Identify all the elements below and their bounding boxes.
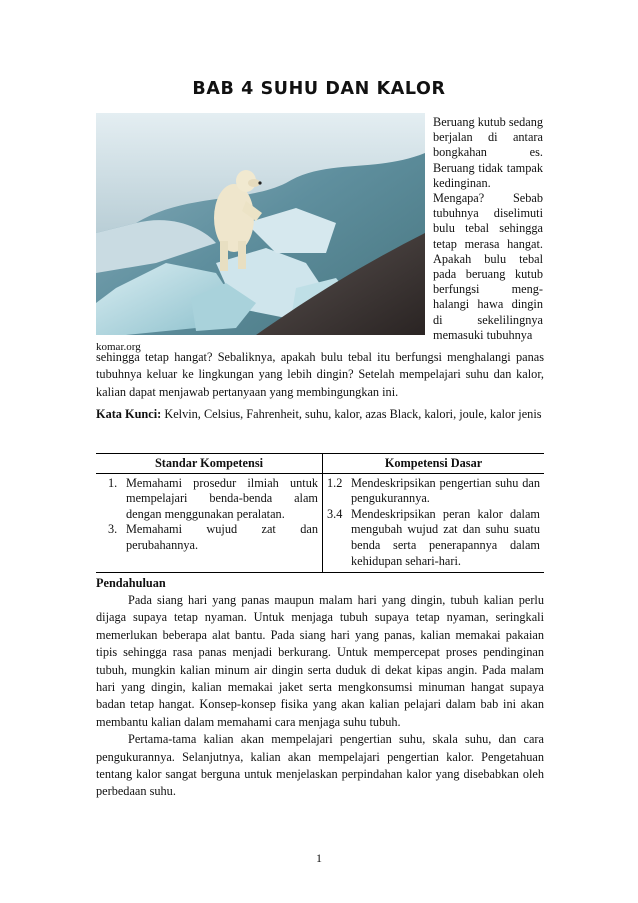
intro-body	[96, 592, 544, 801]
list-item: 3.4 Mendeskripsikan peran kalor dalam mengubah wujud zat dan suhu suatu benda serta penerapannya dalam kehidupan sehari-hari.	[327, 506, 540, 568]
competency-table	[96, 453, 544, 573]
header-kompetensi-dasar: Kompetensi Dasar	[323, 454, 545, 474]
polar-bear-photo	[96, 113, 425, 335]
list-item: 1.2 Mendeskripsikan pengertian suhu dan pengukurannya.	[327, 475, 540, 506]
list-item: 1. Memahami prosedur ilmiah untuk mempelajari benda-benda alam dengan menggunakan peralatan.	[108, 475, 318, 521]
lead-paragraph: sehingga tetap hangat? Sebaliknya, apakah bulu tebal itu berfungsi menghalangi panas tubuhnya keluar ke lingkungan yang lebih dingin? Setelah mempelajari suhu dan kalor, kalian dapat menjawab pertanyaan yang membingungkan ini.	[96, 350, 544, 399]
photo-credit: komar.org	[96, 341, 141, 353]
page-number: 1	[316, 851, 322, 865]
section-heading-pendahuluan: Pendahuluan	[96, 576, 166, 590]
header-standar-kompetensi: Standar Kompetensi	[96, 454, 323, 474]
keywords-label: Kata Kunci:	[96, 407, 162, 421]
standar-kompetensi-cell	[96, 473, 323, 573]
intro-paragraph-2: Pertama-tama kalian akan mempelajari pengertian suhu, skala suhu, dan cara pengukurannya. Selanjutnya, kalian akan mempelajari pengertian kalor. Pengetahuan tentang kalor sangat berguna untuk menjelaskan perpindahan kalor yang disebabkan oleh perbedaan suhu.	[96, 732, 544, 799]
keywords-line	[96, 406, 544, 423]
chapter-title: BAB 4 SUHU DAN KALOR	[192, 79, 446, 99]
keywords-text: Kelvin, Celsius, Fahrenheit, suhu, kalor, azas Black, kalori, joule, kalor jenis	[161, 407, 542, 421]
kompetensi-dasar-cell	[323, 473, 545, 573]
photo-side-text: Beruang kutub sedang berjalan di antara bongkahan es. Beruang tidak tampak kedinginan. Mengapa? Sebab tubuhnya diselimuti bulu tebal sehingga tetap merasa hangat. Apakah bulu tebal pada beruang kutub berfungsi menghalangi hawa dingin di sekelilingnya memasuki tubuhnya	[433, 115, 543, 342]
list-item: 3. Memahami wujud zat dan perubahannya.	[108, 522, 318, 552]
intro-paragraph-1: Pada siang hari yang panas maupun malam hari yang dingin, tubuh kalian perlu dijaga supaya tetap nyaman. Untuk menjaga tubuh supaya tetap nyaman, seringkali memerlukan beberapa alat bantu. Pada siang hari yang panas, kalian memakai pakaian tipis sehingga rasa panas menjadi berkurang. Untuk mempercepat proses pendinginan tubuh, mungkin kalian minum air dingin serta duduk di dekat kipas angin. Pada malam hari yang dingin, kalian memakai jaket serta mengkonsumsi minuman hangat supaya badan tetap hangat. Konsep-konsep fisika yang akan kalian pelajari dalam bab ini akan membantu kalian dalam memahami cara menjaga suhu tubuh.	[96, 593, 544, 729]
polar-bear-photo-illustration	[96, 113, 425, 335]
